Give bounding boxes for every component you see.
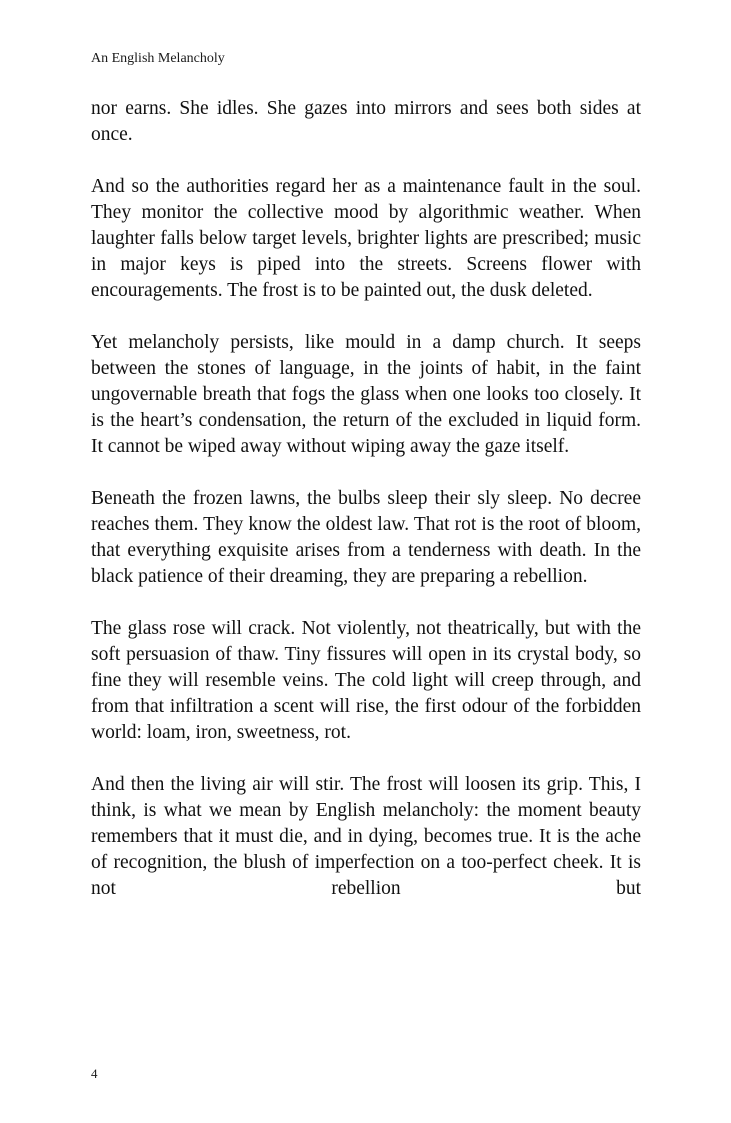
paragraph: Yet melancholy persists, like mould in a damp church. It seeps between the stones of language, in the joints of habit, in the faint ungovernable breath that fogs the glass when one looks too closely. It is the heart’s condensation, the return of the excluded in liquid form. It cannot be wiped away without wiping away the gaze itself. bbox=[91, 332, 641, 457]
paragraph: Beneath the frozen lawns, the bulbs sleep their sly sleep. No decree reaches them. They know the oldest law. That rot is the root of bloom, that everything exquisite arises from a tenderness with death. In the black patience of their dreaming, they are preparing a rebellion. bbox=[91, 488, 641, 587]
page-number: 4 bbox=[91, 1066, 98, 1081]
running-header-title: An English Melancholy bbox=[91, 51, 225, 66]
paragraph: And so the authorities regard her as a maintenance fault in the soul. They monitor the collective mood by algorithmic weather. When laughter falls below target levels, brighter lights are prescribed; music in major keys is piped into the streets. Screens flower with encouragements. The frost is to be painted out, the dusk deleted. bbox=[91, 176, 641, 301]
paragraph: nor earns. She idles. She gazes into mirrors and sees both sides at once. bbox=[91, 98, 641, 145]
body-text bbox=[91, 96, 641, 928]
paragraph: The glass rose will crack. Not violently, not theatrically, but with the soft persuasion of thaw. Tiny fissures will open in its crystal body, so fine they will resemble veins. The cold light will creep through, and from that infiltration a scent will rise, the first odour of the forbidden world: loam, iron, sweetness, rot. bbox=[91, 618, 641, 743]
paragraph-continued: And then the living air will stir. The frost will loosen its grip. This, I think, is what we mean by English melancholy: the moment beauty remembers that it must die, and in dying, becomes true. It is the ache of recognition, the blush of imperfection on a too-perfect cheek. It is not rebellion but bbox=[91, 774, 641, 899]
